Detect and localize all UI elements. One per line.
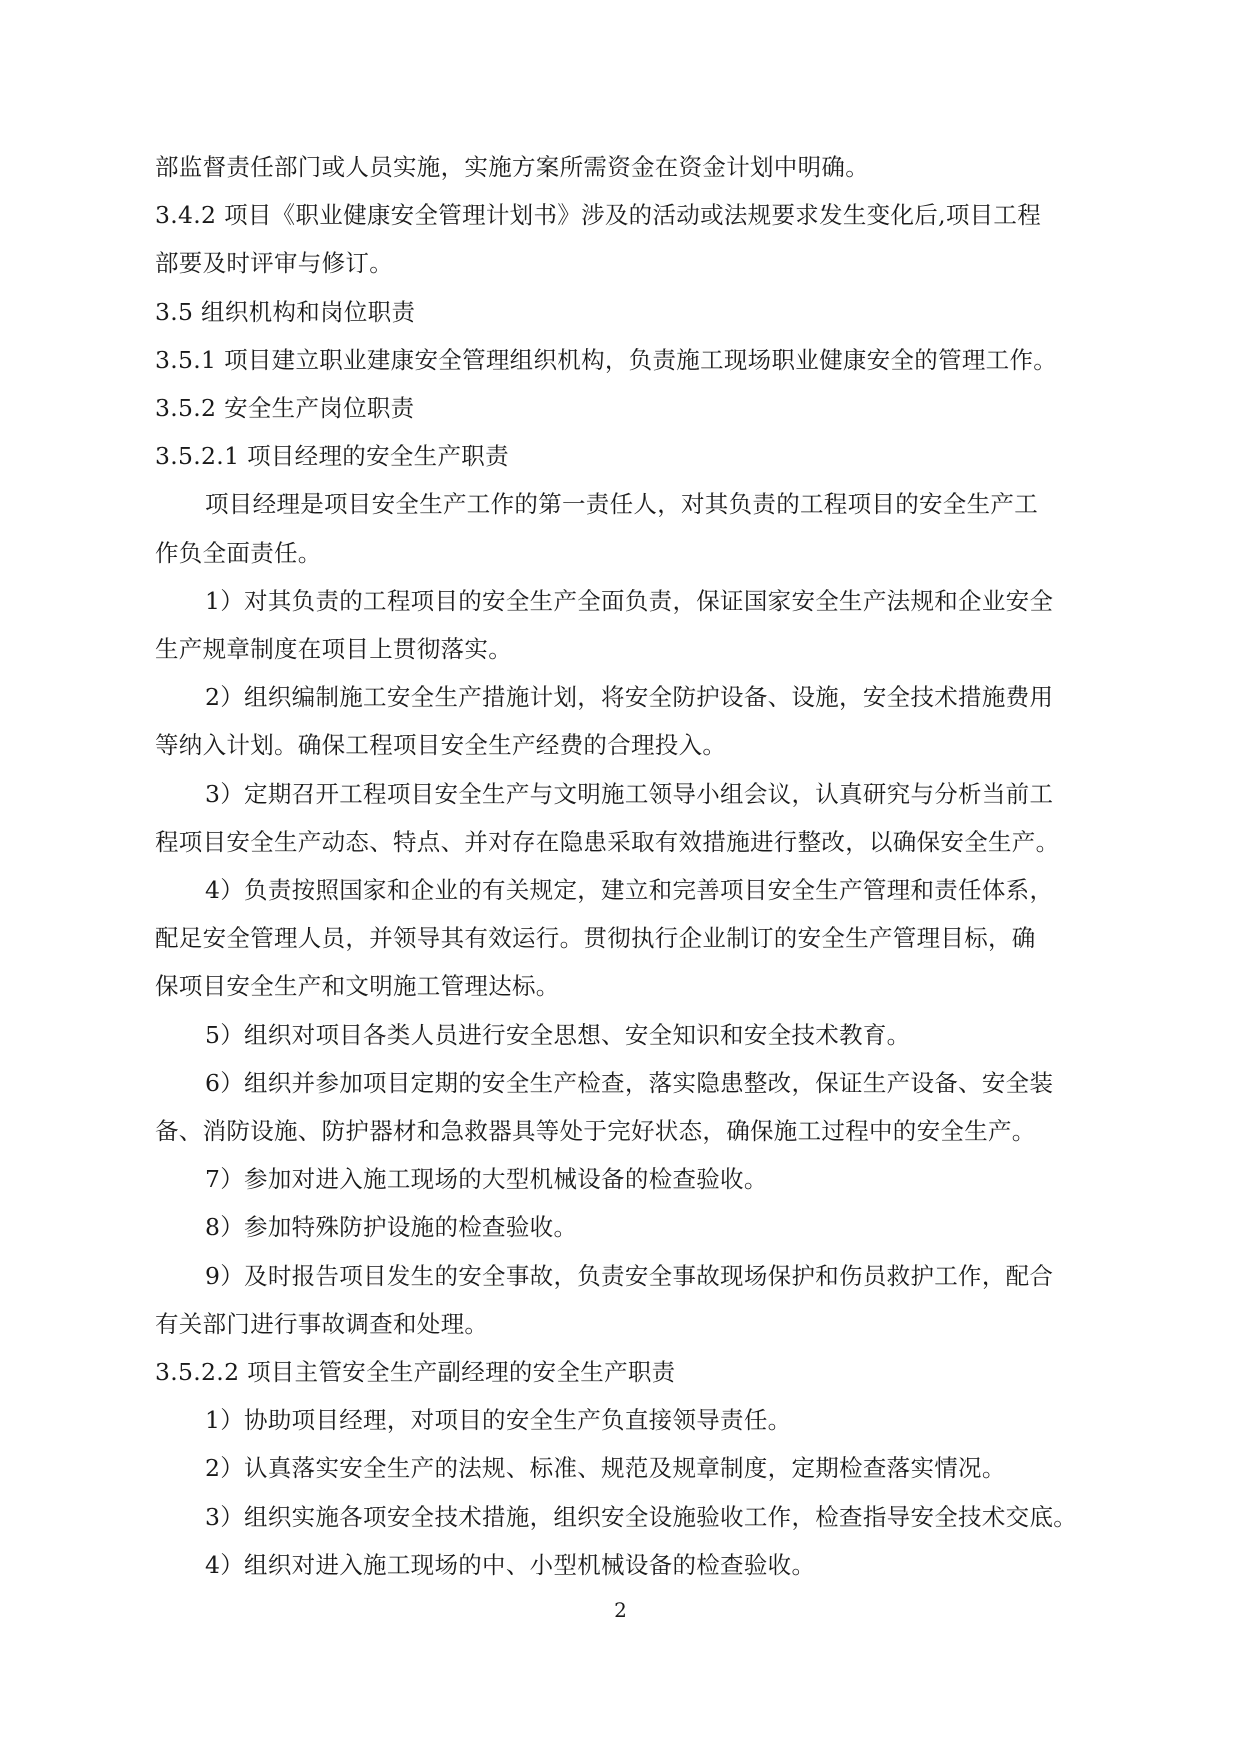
text-line: 作负全面责任。 — [155, 538, 322, 567]
list-item-6: 6）组织并参加项目定期的安全生产检查，落实隐患整改，保证生产设备、安全装 — [205, 1068, 1054, 1097]
paragraph-first-line: 项目经理是项目安全生产工作的第一责任人，对其负责的工程项目的安全生产工 — [205, 490, 1038, 519]
section-heading-3-5-1: 3.5.1 项目建立职业建康安全管理组织机构，负责施工现场职业健康安全的管理工作。 — [155, 345, 1058, 374]
list-item-2: 2）认真落实安全生产的法规、标准、规范及规章制度，定期检查落实情况。 — [205, 1454, 1006, 1483]
list-item-2: 2）组织编制施工安全生产措施计划，将安全防护设备、设施，安全技术措施费用 — [205, 683, 1054, 712]
text-line: 程项目安全生产动态、特点、并对存在隐患采取有效措施进行整改，以确保安全生产。 — [155, 827, 1060, 856]
section-heading-3-5-2-2: 3.5.2.2 项目主管安全生产副经理的安全生产职责 — [155, 1358, 676, 1387]
body-text — [155, 143, 1090, 1589]
list-item-1: 1）对其负责的工程项目的安全生产全面负责，保证国家安全生产法规和企业安全 — [205, 586, 1054, 615]
list-item-8: 8）参加特殊防护设施的检查验收。 — [205, 1213, 578, 1242]
text-line: 保项目安全生产和文明施工管理达标。 — [155, 972, 560, 1001]
list-item-1: 1）协助项目经理，对项目的安全生产负直接领导责任。 — [205, 1406, 792, 1435]
text-line: 部监督责任部门或人员实施，实施方案所需资金在资金计划中明确。 — [155, 153, 869, 181]
list-item-4: 4）组织对进入施工现场的中、小型机械设备的检查验收。 — [205, 1550, 816, 1579]
list-item-3: 3）组织实施各项安全技术措施，组织安全设施验收工作，检查指导安全技术交底。 — [205, 1502, 1078, 1531]
section-heading-3-5: 3.5 组织机构和岗位职责 — [155, 297, 416, 326]
text-line: 部要及时评审与修订。 — [155, 249, 393, 278]
list-item-5: 5）组织对项目各类人员进行安全思想、安全知识和安全技术教育。 — [205, 1020, 911, 1049]
section-heading-3-5-2-1: 3.5.2.1 项目经理的安全生产职责 — [155, 442, 509, 471]
page-number: 2 — [614, 1598, 627, 1622]
list-item-7: 7）参加对进入施工现场的大型机械设备的检查验收。 — [205, 1165, 768, 1194]
list-item-3: 3）定期召开工程项目安全生产与文明施工领导小组会议，认真研究与分析当前工 — [205, 779, 1054, 808]
text-line: 备、消防设施、防护器材和急救器具等处于完好状态，确保施工过程中的安全生产。 — [155, 1117, 1036, 1146]
text-line: 有关部门进行事故调查和处理。 — [155, 1309, 489, 1338]
list-item-9: 9）及时报告项目发生的安全事故，负责安全事故现场保护和伤员救护工作，配合 — [205, 1261, 1054, 1290]
text-line: 生产规章制度在项目上贯彻落实。 — [155, 635, 512, 664]
text-line: 等纳入计划。确保工程项目安全生产经费的合理投入。 — [155, 731, 727, 760]
text-line: 配足安全管理人员，并领导其有效运行。贯彻执行企业制订的安全生产管理目标，确 — [155, 924, 1036, 953]
section-heading-3-4-2: 3.4.2 项目《职业健康安全管理计划书》涉及的活动或法规要求发生变化后,项目工程 — [155, 201, 1042, 230]
section-heading-3-5-2: 3.5.2 安全生产岗位职责 — [155, 394, 415, 423]
list-item-4: 4）负责按照国家和企业的有关规定，建立和完善项目安全生产管理和责任体系， — [205, 876, 1054, 905]
